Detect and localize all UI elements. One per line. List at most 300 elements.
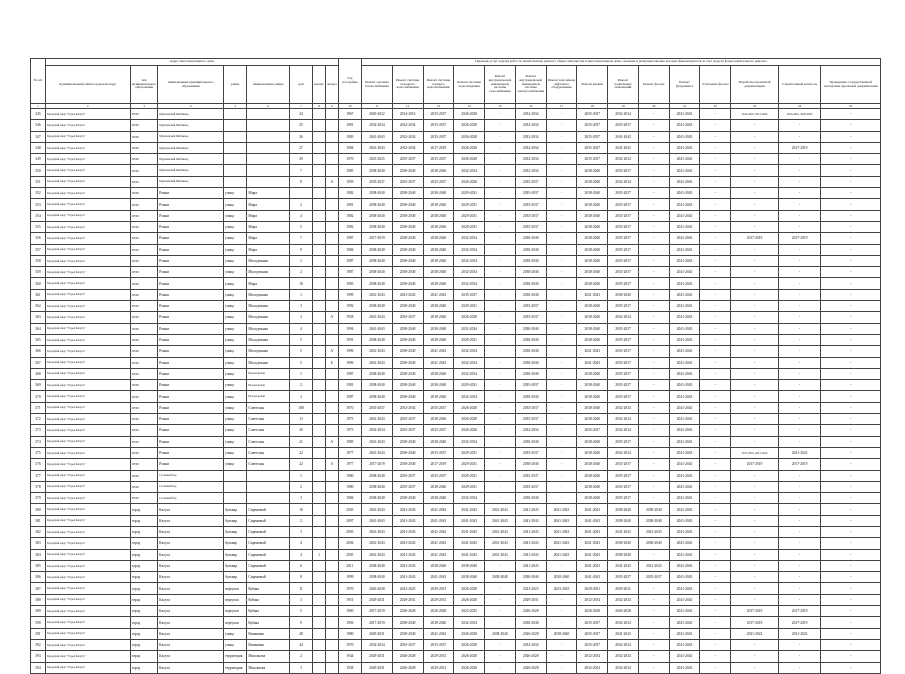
cell-control: - (778, 289, 820, 300)
cell-cold-water: 2038-2040 (392, 323, 423, 334)
cell-street: Советская (247, 459, 289, 470)
cell-insulation: - (700, 301, 731, 312)
cell-hot-water: 2038-2040 (423, 560, 454, 571)
cell-house: 7 (289, 165, 312, 176)
cell-house: 5 (289, 334, 312, 345)
cell-facade: - (638, 594, 669, 605)
cell-cold-water: 2038-2040 (392, 493, 423, 504)
cell-insulation: - (700, 221, 731, 232)
cell-roof: 2035-2037 (577, 628, 608, 639)
cell-foundation: 2041-2043 (669, 459, 700, 470)
col-electric-header: Ремонт внутридомовой инженерной системы электроснабжения (515, 66, 546, 104)
cell-facade: - (638, 188, 669, 199)
cell-heating: 2041-2043 (362, 414, 393, 425)
cell-street-type (224, 481, 247, 492)
cell-heating: 2038-2040 (362, 391, 393, 402)
cell-letter (325, 380, 338, 391)
cell-settlement: Калуга (158, 662, 224, 673)
cell-hot-water: 2029-2031 (423, 651, 454, 662)
cell-house: 2 (289, 267, 312, 278)
cell-survey: - (821, 244, 881, 255)
cell-house: 4 (289, 323, 312, 334)
cell-survey: - (821, 131, 881, 142)
cell-sewer: 2041-2043 (454, 504, 485, 515)
table-row (31, 131, 881, 142)
cell-insulation: - (700, 515, 731, 526)
cell-basement: 2032-2034 (608, 402, 639, 413)
cell-hot-water: 2038-2040 (423, 312, 454, 323)
cell-foundation: 2041-2043 (669, 165, 700, 176)
cell-street: Вишневая (247, 639, 289, 650)
table-row (31, 606, 881, 617)
cell-basement: 2029-2031 (608, 583, 639, 594)
cell-survey: - (821, 334, 881, 345)
cell-cold-water: 2035-2037 (392, 176, 423, 187)
column-number: 10 (338, 104, 361, 109)
cell-hot-water: 2038-2040 (423, 255, 454, 266)
cell-design: 2021-2022 (731, 628, 779, 639)
cell-settlement-type: село (130, 436, 158, 447)
cell-settlement-type: село (130, 447, 158, 458)
cell-street-type: переулок (224, 606, 247, 617)
cell-house: 27 (289, 142, 312, 153)
cell-row-number: 380 (31, 504, 46, 515)
cell-gas: - (485, 594, 516, 605)
cell-hot-water: 2041-2043 (423, 572, 454, 583)
cell-insulation: - (700, 391, 731, 402)
cell-house: 13 (289, 414, 312, 425)
cell-corpus (313, 289, 326, 300)
cell-settlement-type: село (130, 199, 158, 210)
cell-facade: - (638, 583, 669, 594)
cell-street-type: улица (224, 199, 247, 210)
cell-facade: - (638, 233, 669, 244)
col-basement-header: Ремонт подвальных помещений (608, 66, 639, 104)
cell-build-year: 1987 (338, 368, 361, 379)
cell-insulation: - (700, 142, 731, 153)
cell-control: - (778, 572, 820, 583)
table-row (31, 504, 881, 515)
cell-foundation: 2041-2043 (669, 481, 700, 492)
cell-district: Городской округ "Город Калуга" (45, 560, 130, 571)
column-number: 4 (158, 104, 224, 109)
cell-electric: 2041-2043 (515, 526, 546, 537)
table-row (31, 233, 881, 244)
cell-hot-water: 2038-2040 (423, 368, 454, 379)
cell-heating: 2035-2037 (362, 176, 393, 187)
cell-facade: - (638, 436, 669, 447)
cell-street-type: бульвар (224, 549, 247, 560)
cell-heating: 2038-2040 (362, 301, 393, 312)
cell-corpus (313, 617, 326, 628)
cell-insulation: - (700, 334, 731, 345)
column-number: 12 (392, 104, 423, 109)
column-number: 11 (362, 104, 393, 109)
cell-roof: 2038-2040 (577, 402, 608, 413)
cell-roof: 2038-2040 (577, 380, 608, 391)
cell-electric: 2038-2040 (515, 572, 546, 583)
cell-street: Сиреневый (247, 549, 289, 560)
cell-basement: 2035-2037 (608, 267, 639, 278)
cell-lift: - (546, 221, 577, 232)
cell-district: Городской округ "Город Калуга" (45, 459, 130, 470)
cell-lift: - (546, 447, 577, 458)
table-row (31, 572, 881, 583)
cell-electric: 2038-2040 (515, 233, 546, 244)
cell-design: 2014-2016, 2021-2022 (731, 109, 779, 120)
cell-roof: 2038-2040 (577, 165, 608, 176)
cell-lift: - (546, 617, 577, 628)
cell-build-year: 1983 (338, 278, 361, 289)
cell-build-year: 1981 (338, 120, 361, 131)
table-row (31, 391, 881, 402)
cell-settlement: Сосновый бор (158, 493, 224, 504)
cell-foundation: 2041-2043 (669, 278, 700, 289)
col-street-header: наименование улицы (247, 66, 289, 104)
cell-settlement-type: город (130, 538, 158, 549)
cell-street: Сиреневый (247, 526, 289, 537)
cell-control: - (778, 560, 820, 571)
cell-letter (325, 334, 338, 345)
cell-hot-water: 2038-2040 (423, 617, 454, 628)
cell-district: Городской округ "Город Калуга" (45, 142, 130, 153)
cell-house: 9 (289, 617, 312, 628)
cell-electric: 2032-2034 (515, 131, 546, 142)
cell-basement: 2032-2034 (608, 639, 639, 650)
cell-lift: - (546, 131, 577, 142)
cell-sewer: 2032-2034 (454, 368, 485, 379)
cell-hot-water: 2035-2037 (423, 131, 454, 142)
cell-cold-water: 2038-2040 (392, 334, 423, 345)
table-row (31, 165, 881, 176)
col-district-header: муниципальный район/городской округ (45, 66, 130, 104)
cell-sewer: 2026-2028 (454, 425, 485, 436)
cell-cold-water: 2038-2040 (392, 165, 423, 176)
cell-hot-water: 2038-2040 (423, 436, 454, 447)
cell-letter (325, 583, 338, 594)
table-row (31, 142, 881, 153)
column-number: 25 (821, 104, 881, 109)
cell-settlement-type: село (130, 210, 158, 221)
cell-settlement: Мурачевский Шеблинод (158, 176, 224, 187)
cell-electric: 2038-2040 (515, 244, 546, 255)
cell-gas: - (485, 301, 516, 312)
cell-street: Кубяка (247, 617, 289, 628)
cell-house: 3 (289, 594, 312, 605)
cell-lift: 2041-2043 (546, 538, 577, 549)
cell-district: Городской округ "Город Калуга" (45, 402, 130, 413)
cell-corpus (313, 651, 326, 662)
cell-electric: 2035-2037 (515, 188, 546, 199)
cell-insulation: - (700, 131, 731, 142)
cell-basement: 2041-2043 (608, 560, 639, 571)
cell-facade: - (638, 380, 669, 391)
cell-insulation: - (700, 244, 731, 255)
cell-settlement-type: город (130, 526, 158, 537)
cell-heating: 2038-2040 (362, 481, 393, 492)
cell-survey: - (821, 199, 881, 210)
cell-roof: 2038-2040 (577, 470, 608, 481)
cell-facade: - (638, 131, 669, 142)
cell-gas: - (485, 425, 516, 436)
cell-design: - (731, 301, 779, 312)
cell-gas: - (485, 188, 516, 199)
cell-foundation: 2041-2043 (669, 594, 700, 605)
cell-district: Городской округ "Город Калуга" (45, 312, 130, 323)
table-row (31, 639, 881, 650)
cell-street: Молодежная (247, 357, 289, 368)
cell-control: - (778, 662, 820, 673)
table-row (31, 481, 881, 492)
cell-gas: 2041-2043 (485, 549, 516, 560)
table-row (31, 301, 881, 312)
cell-cold-water: 2035-2037 (392, 481, 423, 492)
cell-row-number: 366 (31, 346, 46, 357)
cell-build-year: 1992 (338, 301, 361, 312)
cell-corpus (313, 301, 326, 312)
cell-street-type (224, 109, 247, 120)
cell-electric: 2038-2040 (515, 346, 546, 357)
cell-street (247, 176, 289, 187)
cell-letter (325, 255, 338, 266)
cell-heating: 2038-2040 (362, 267, 393, 278)
cell-corpus (313, 176, 326, 187)
cell-design: - (731, 120, 779, 131)
cell-roof: 2038-2040 (577, 436, 608, 447)
cell-settlement: Рожки (158, 210, 224, 221)
cell-corpus (313, 425, 326, 436)
cell-letter (325, 414, 338, 425)
table-row (31, 560, 881, 571)
cell-district: Городской округ "Город Калуга" (45, 617, 130, 628)
cell-settlement-type: село (130, 380, 158, 391)
cell-survey: - (821, 255, 881, 266)
cell-settlement: Рожки (158, 425, 224, 436)
cell-control: - (778, 154, 820, 165)
cell-settlement-type: село (130, 481, 158, 492)
table-row (31, 154, 881, 165)
cell-row-number: 378 (31, 481, 46, 492)
cell-roof: 2041-2043 (577, 515, 608, 526)
cell-heating: 2041-2043 (362, 447, 393, 458)
cell-sewer: 2032-2034 (454, 165, 485, 176)
cell-corpus (313, 323, 326, 334)
cell-corpus (313, 244, 326, 255)
cell-design: - (731, 278, 779, 289)
cell-letter: А (325, 459, 338, 470)
cell-foundation: 2041-2043 (669, 199, 700, 210)
col-foundation-header: Ремонт фундамента (669, 66, 700, 104)
cell-settlement-type: город (130, 572, 158, 583)
cell-electric: 2038-2040 (515, 459, 546, 470)
cell-corpus (313, 391, 326, 402)
table-row (31, 188, 881, 199)
cell-control: - (778, 255, 820, 266)
cell-electric: 2035-2037 (515, 470, 546, 481)
cell-settlement-type: город (130, 594, 158, 605)
cell-lift: - (546, 301, 577, 312)
cell-sewer: 2032-2034 (454, 255, 485, 266)
cell-street-type: бульвар (224, 572, 247, 583)
cell-district: Городской округ "Город Калуга" (45, 436, 130, 447)
cell-letter (325, 470, 338, 481)
cell-cold-water: 2035-2037 (392, 414, 423, 425)
cell-settlement: Рожки (158, 233, 224, 244)
cell-letter (325, 572, 338, 583)
cell-corpus (313, 447, 326, 458)
cell-cold-water: 2035-2037 (392, 470, 423, 481)
cell-street: Сиреневый (247, 538, 289, 549)
cell-letter (325, 278, 338, 289)
cell-cold-water: 2038-2040 (392, 628, 423, 639)
cell-row-number: 363 (31, 312, 46, 323)
cell-build-year: 1985 (338, 436, 361, 447)
cell-facade: 2035-2037 (638, 572, 669, 583)
cell-letter (325, 549, 338, 560)
cell-build-year: 1996 (338, 346, 361, 357)
cell-gas: - (485, 289, 516, 300)
cell-corpus (313, 628, 326, 639)
cell-letter (325, 244, 338, 255)
cell-row-number: 390 (31, 617, 46, 628)
cell-lift: - (546, 120, 577, 131)
cell-gas: 2041-2043 (485, 515, 516, 526)
cell-street: Кубяка (247, 583, 289, 594)
cell-settlement-type: город (130, 628, 158, 639)
cell-design: - (731, 221, 779, 232)
cell-basement: 2032-2034 (608, 109, 639, 120)
cell-row-number: 354 (31, 210, 46, 221)
cell-street: Кубяка (247, 594, 289, 605)
cell-street (247, 470, 289, 481)
column-number: 18 (577, 104, 608, 109)
cell-house: 5 (289, 357, 312, 368)
cell-settlement: Мурачевский Шеблинод (158, 142, 224, 153)
cell-gas: - (485, 120, 516, 131)
cell-gas: - (485, 447, 516, 458)
cell-electric: 2026-2028 (515, 628, 546, 639)
cell-gas: - (485, 244, 516, 255)
cell-gas: 2038-2040 (485, 628, 516, 639)
cell-street: Сиреневый (247, 504, 289, 515)
column-number: 7 (289, 104, 312, 109)
cell-hot-water: 2035-2037 (423, 639, 454, 650)
cell-street: Советская (247, 402, 289, 413)
cell-settlement: Рожки (158, 267, 224, 278)
cell-roof: 2038-2040 (577, 459, 608, 470)
cell-lift: 2041-2043 (546, 504, 577, 515)
cell-district: Городской округ "Город Калуга" (45, 583, 130, 594)
cell-cold-water: 2035-2037 (392, 425, 423, 436)
cell-house: 108 (289, 402, 312, 413)
cell-facade: 2038-2040 (638, 538, 669, 549)
cell-row-number: 391 (31, 628, 46, 639)
cell-facade: - (638, 142, 669, 153)
cell-roof: 2035-2037 (577, 120, 608, 131)
cell-insulation: - (700, 594, 731, 605)
cell-gas: - (485, 199, 516, 210)
address-group-header: Адрес многоквартирного дома (45, 59, 338, 66)
cell-street: Пролетарская (247, 380, 289, 391)
cell-build-year: 1984 (338, 142, 361, 153)
cell-cold-water: 2029-2031 (392, 594, 423, 605)
cell-street (247, 493, 289, 504)
cell-foundation: 2041-2043 (669, 572, 700, 583)
cell-settlement-type: город (130, 606, 158, 617)
cell-survey: - (821, 526, 881, 537)
cell-heating: 2041-2043 (362, 515, 393, 526)
cell-design: - (731, 414, 779, 425)
cell-settlement-type: город (130, 651, 158, 662)
cell-settlement-type: город (130, 662, 158, 673)
column-number: 5 (224, 104, 247, 109)
cell-district: Городской округ "Город Калуга" (45, 244, 130, 255)
cell-settlement-type: село (130, 334, 158, 345)
cell-survey: - (821, 210, 881, 221)
cell-lift: - (546, 662, 577, 673)
cell-basement: 2032-2034 (608, 312, 639, 323)
cell-district: Городской округ "Город Калуга" (45, 131, 130, 142)
cell-sewer: 2041-2043 (454, 538, 485, 549)
cell-gas: - (485, 255, 516, 266)
cell-roof: 2026-2028 (577, 606, 608, 617)
cell-hot-water: 2038-2040 (423, 221, 454, 232)
cell-electric: 2032-2034 (515, 109, 546, 120)
cell-gas: - (485, 312, 516, 323)
cell-roof: 2038-2040 (577, 210, 608, 221)
cell-basement: 2035-2037 (608, 120, 639, 131)
cell-street-type: бульвар (224, 526, 247, 537)
cell-letter (325, 368, 338, 379)
cell-cold-water: 2038-2040 (392, 357, 423, 368)
cell-basement: 2038-2040 (608, 515, 639, 526)
cell-street-type: бульвар (224, 538, 247, 549)
column-number: 24 (778, 104, 820, 109)
cell-street: Мира (247, 199, 289, 210)
cell-letter: А (325, 436, 338, 447)
cell-hot-water: 2038-2040 (423, 188, 454, 199)
cell-settlement: Рожки (158, 436, 224, 447)
cell-control: - (778, 380, 820, 391)
cell-insulation: - (700, 380, 731, 391)
cell-survey: - (821, 639, 881, 650)
cell-survey: - (821, 583, 881, 594)
cell-survey: - (821, 414, 881, 425)
cell-settlement-type: село (130, 267, 158, 278)
cell-foundation: 2041-2043 (669, 368, 700, 379)
cell-insulation: - (700, 639, 731, 650)
cell-street-type: улица (224, 188, 247, 199)
cell-design: - (731, 560, 779, 571)
cell-heating: 2041-2043 (362, 289, 393, 300)
col-insulation-header: Утепление фасада (700, 66, 731, 104)
cell-basement: 2035-2037 (608, 380, 639, 391)
cell-house: 5 (289, 346, 312, 357)
cell-electric: 2038-2040 (515, 493, 546, 504)
cell-street: Мира (247, 188, 289, 199)
cell-corpus (313, 639, 326, 650)
cell-heating: 2041-2043 (362, 504, 393, 515)
cell-lift: - (546, 651, 577, 662)
cell-gas: - (485, 142, 516, 153)
cell-electric: 2026-2028 (515, 662, 546, 673)
document-sheet (30, 58, 881, 674)
cell-facade: - (638, 368, 669, 379)
cell-insulation: - (700, 560, 731, 571)
cell-street-type: территория (224, 662, 247, 673)
col-house-header: дом (289, 66, 312, 104)
cell-heating: 2038-2040 (362, 334, 393, 345)
